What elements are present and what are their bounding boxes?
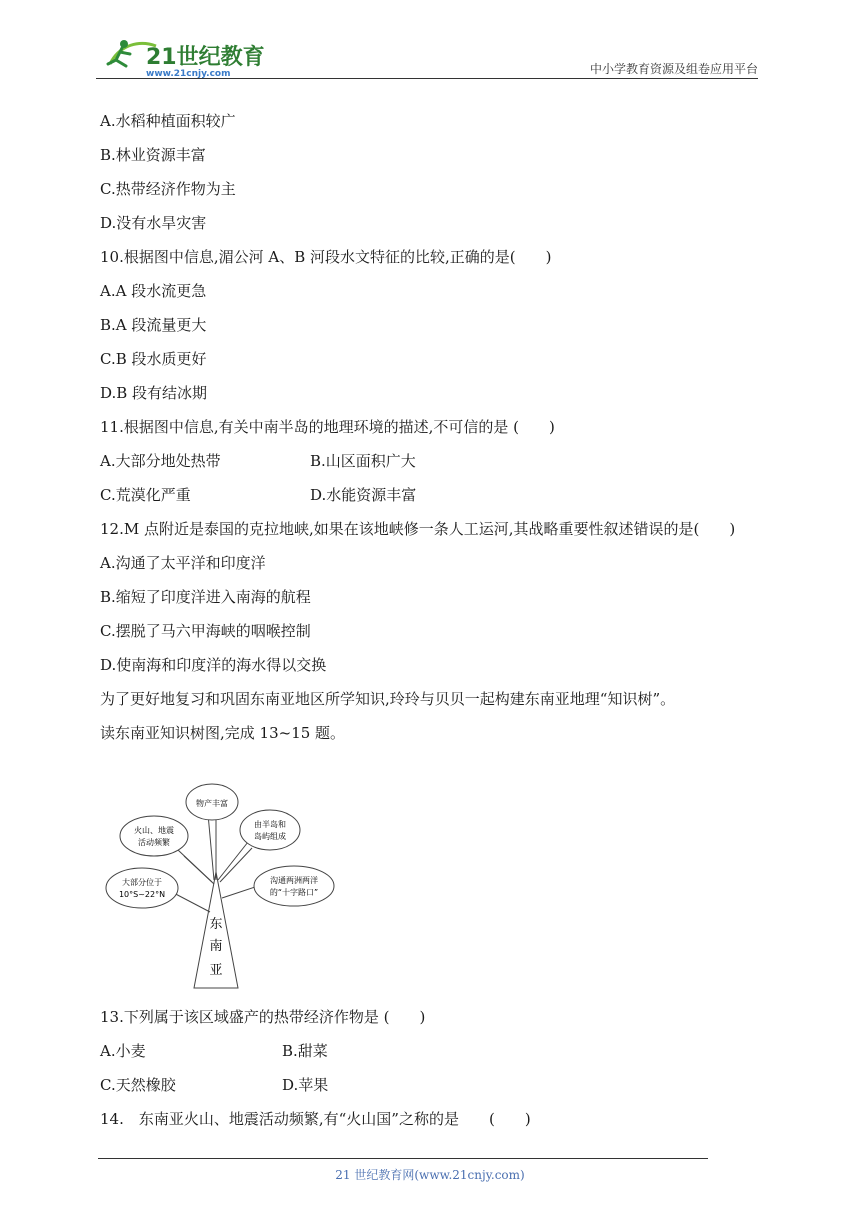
- bubble-right-bottom-line1: 沟通两洲两洋: [270, 876, 318, 885]
- branch-right-top-2: [220, 848, 252, 882]
- q13-options-row-1: [100, 1034, 765, 1068]
- bubble-right-top-line1: 由半岛和: [254, 820, 286, 829]
- q13-option-d: D.苹果: [282, 1076, 329, 1094]
- q12-option-b: B.缩短了印度洋进入南海的航程: [100, 588, 311, 606]
- bubble-left-bottom-line2: 10°S~22°N: [118, 890, 166, 899]
- knowledge-tree-figure: [98, 780, 338, 990]
- intro-line-2: 读东南亚知识树图,完成 13~15 题。: [100, 724, 346, 742]
- q13-options-row-2: [100, 1068, 765, 1102]
- q13-option-b: B.甜菜: [282, 1042, 328, 1060]
- trunk-char-3: 亚: [209, 963, 223, 978]
- q12-stem: 12.M 点附近是泰国的克拉地峡,如果在该地峡修一条人工运河,其战略重要性叙述错误的是( ): [100, 520, 736, 538]
- svg-text:www.21cnjy.com: www.21cnjy.com: [146, 69, 231, 78]
- platform-name: 中小学教育资源及组卷应用平台: [589, 62, 758, 76]
- bubble-right-top-line2: 岛屿组成: [254, 832, 286, 841]
- bubble-top-text: 物产丰富: [196, 799, 228, 808]
- trunk-char-2: 南: [209, 939, 223, 954]
- q10-option-c: C.B 段水质更好: [100, 350, 207, 368]
- q9-option-c: C.热带经济作物为主: [100, 180, 236, 198]
- bubble-right-bottom: [254, 866, 334, 906]
- q11-options-row-1: [100, 444, 765, 478]
- q13-option-c: C.天然橡胶: [100, 1076, 176, 1094]
- trunk-char-1: 东: [209, 917, 223, 932]
- q11-option-c: C.荒漠化严重: [100, 486, 191, 504]
- bubble-left-top: [120, 816, 188, 856]
- intro-line-1: 为了更好地复习和巩固东南亚地区所学知识,玲玲与贝贝一起构建东南亚地理“知识树”。: [100, 690, 676, 708]
- q10-stem: 10.根据图中信息,湄公河 A、B 河段水文特征的比较,正确的是( ): [100, 248, 552, 266]
- q11-option-d: D.水能资源丰富: [310, 486, 417, 504]
- question-content: [100, 104, 765, 750]
- q10-option-b: B.A 段流量更大: [100, 316, 207, 334]
- q13-option-a: A.小麦: [100, 1042, 146, 1060]
- site-logo: [96, 34, 266, 78]
- svg-text:21世纪教育: 21世纪教育: [146, 45, 265, 70]
- q12-option-d: D.使南海和印度洋的海水得以交换: [100, 656, 327, 674]
- bubble-right-top: [240, 810, 300, 850]
- branch-left-top-2: [184, 856, 214, 884]
- footer-divider: [98, 1158, 708, 1159]
- page-header: [96, 34, 758, 80]
- q11-stem: 11.根据图中信息,有关中南半岛的地理环境的描述,不可信的是 ( ): [100, 418, 555, 436]
- page-footer: 21 世纪教育网(www.21cnjy.com): [335, 1168, 525, 1182]
- q11-options-row-2: [100, 478, 765, 512]
- bubble-left-bottom-line1: 大部分位于: [122, 878, 162, 887]
- bubble-left-top-line1: 火山、地震: [134, 826, 174, 835]
- branch-top: [208, 814, 214, 880]
- q11-option-a: A.大部分地处热带: [100, 452, 221, 470]
- q13-stem: 13.下列属于该区域盛产的热带经济作物是 ( ): [100, 1008, 426, 1026]
- q11-option-b: B.山区面积广大: [310, 452, 416, 470]
- bubble-left-bottom: [106, 868, 178, 908]
- bubble-left-top-line2: 活动频繁: [138, 838, 170, 847]
- q9-option-a: A.水稻种植面积较广: [100, 112, 236, 130]
- q12-option-c: C.摆脱了马六甲海峡的咽喉控制: [100, 622, 311, 640]
- q10-option-d: D.B 段有结冰期: [100, 384, 208, 402]
- q12-option-a: A.沟通了太平洋和印度洋: [100, 554, 266, 572]
- header-divider: [96, 78, 758, 79]
- q9-option-b: B.林业资源丰富: [100, 146, 206, 164]
- branch-right-top: [218, 842, 248, 880]
- q14-stem: 14. 东南亚火山、地震活动频繁,有“火山国”之称的是 ( ): [100, 1110, 531, 1128]
- bubble-right-bottom-line2: 的“十字路口”: [269, 888, 319, 897]
- q10-option-a: A.A 段水流更急: [100, 282, 207, 300]
- question-content-lower: [100, 1000, 765, 1136]
- q9-option-d: D.没有水旱灾害: [100, 214, 207, 232]
- branch-right-bottom: [222, 886, 258, 898]
